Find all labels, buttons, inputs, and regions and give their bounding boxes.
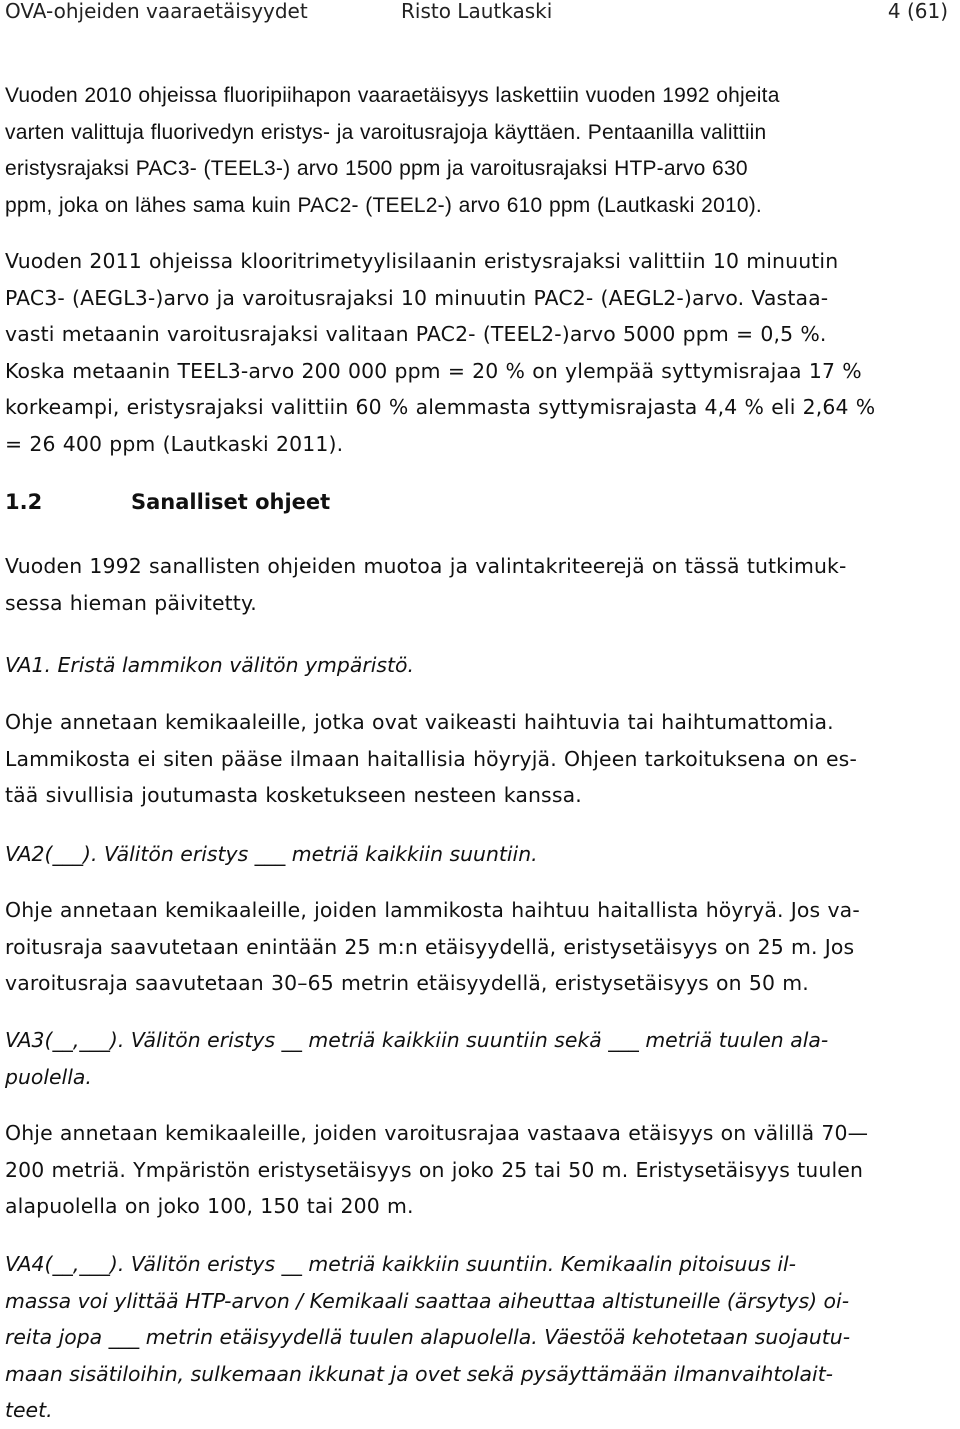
text-line: korkeampi, eristysrajaksi valittiin 60 % alemmasta syttymisrajasta 4,4 % eli 2,64 % <box>5 395 876 419</box>
text-line: Ohje annetaan kemikaaleille, joiden lammikosta haihtuu haitallista höyryä. Jos va- <box>5 898 860 922</box>
text-line: alapuolella on joko 100, 150 tai 200 m. <box>5 1194 414 1218</box>
text-line: Lammikosta ei siten pääse ilmaan haitallisia höyryjä. Ohjeen tarkoituksena on es- <box>5 746 857 771</box>
va2-description <box>5 892 960 1002</box>
text-line: 200 metriä. Ympäristön eristysetäisyys on joko 25 tai 50 m. Eristysetäisyys tuulen <box>5 1157 864 1182</box>
text-line: PAC3- (AEGL3-)arvo ja varoitusrajaksi 10 minuutin PAC2- (AEGL2-)arvo. Vastaa- <box>5 285 829 310</box>
va1-description <box>5 704 960 814</box>
va1-title: VA1. Eristä lammikon välitön ympäristö. <box>5 653 414 677</box>
va2-block <box>5 836 960 873</box>
paragraph-intro <box>5 548 960 621</box>
va3-block <box>5 1022 960 1095</box>
va1-block <box>5 647 960 684</box>
section-title: Sanalliset ohjeet <box>131 490 331 514</box>
va4-line: massa voi ylittää HTP-arvon / Kemikaali saattaa aiheuttaa altistuneille (ärsytys) oi- <box>5 1288 850 1313</box>
va4-line: reita jopa ___ metrin etäisyydellä tuulen alapuolella. Väestöä kehotetaan suojautu- <box>5 1325 851 1349</box>
text-line: = 26 400 ppm (Lautkaski 2011). <box>5 431 344 456</box>
text-line: Vuoden 2011 ohjeissa klooritrimetyylisilaanin eristysrajaksi valittiin 10 minuutin <box>5 249 839 273</box>
text-line: varten valittuja fluorivedyn eristys- ja varoitusrajoja käyttäen. Pentaanilla valittiin <box>5 120 767 144</box>
paragraph-klooritrimetyylisilaani <box>5 243 960 462</box>
va3-description <box>5 1115 960 1225</box>
text-line: Vuoden 1992 sanallisten ohjeiden muotoa ja valintakriteerejä on tässä tutkimuk- <box>5 554 847 578</box>
va3-title-continued: puolella. <box>5 1064 92 1089</box>
text-line: Ohje annetaan kemikaaleille, joiden varoitusrajaa vastaava etäisyys on välillä 70— <box>5 1121 869 1145</box>
text-line: Vuoden 2010 ohjeissa fluoripiihapon vaaraetäisyys laskettiin vuoden 1992 ohjeita <box>5 84 780 107</box>
va3-title: VA3(__,___). Välitön eristys __ metriä kaikkiin suuntiin sekä ___ metriä tuulen ala- <box>5 1028 829 1052</box>
va4-line: teet. <box>5 1398 53 1422</box>
text-line: Ohje annetaan kemikaaleille, jotka ovat vaikeasti haihtuvia tai haihtumattomia. <box>5 710 834 734</box>
text-line: eristysrajaksi PAC3- (TEEL3-) arvo 1500 ppm ja varoitusrajaksi HTP-arvo 630 <box>5 157 748 180</box>
text-line: ppm, joka on lähes sama kuin PAC2- (TEEL2-) arvo 610 ppm (Lautkaski 2010). <box>5 193 762 217</box>
va2-title: VA2(___). Välitön eristys ___ metriä kaikkiin suuntiin. <box>5 842 538 866</box>
text-line: vasti metaanin varoitusrajaksi valitaan PAC2- (TEEL2-)arvo 5000 ppm = 0,5 %. <box>5 322 827 346</box>
va4-line: maan sisätiloihin, sulkemaan ikkunat ja ovet sekä pysäyttämään ilmanvaihtolait- <box>5 1361 834 1386</box>
header-author: Risto Lautkaski <box>401 0 553 23</box>
text-line: sessa hieman päivitetty. <box>5 590 257 615</box>
page-header <box>5 0 955 23</box>
va4-line: VA4(__,___). Välitön eristys __ metriä kaikkiin suuntiin. Kemikaalin pitoisuus il- <box>5 1252 797 1276</box>
section-heading <box>5 484 960 520</box>
section-number: 1.2 <box>5 490 43 514</box>
text-line: varoitusraja saavutetaan 30–65 metrin etäisyydellä, eristysetäisyys on 50 m. <box>5 971 809 995</box>
text-line: Koska metaanin TEEL3-arvo 200 000 ppm = 20 % on ylempää syttymisrajaa 17 % <box>5 358 862 383</box>
header-document-title: OVA-ohjeiden vaaraetäisyydet <box>5 0 308 23</box>
va4-block <box>5 1246 960 1429</box>
header-page-number: 4 (61) <box>887 0 948 23</box>
paragraph-fluoripiihappo <box>5 78 960 224</box>
text-line: roitusraja saavutetaan enintään 25 m:n etäisyydellä, eristysetäisyys on 25 m. Jos <box>5 934 855 959</box>
text-line: tää sivullisia joutumasta kosketukseen nesteen kanssa. <box>5 783 582 807</box>
